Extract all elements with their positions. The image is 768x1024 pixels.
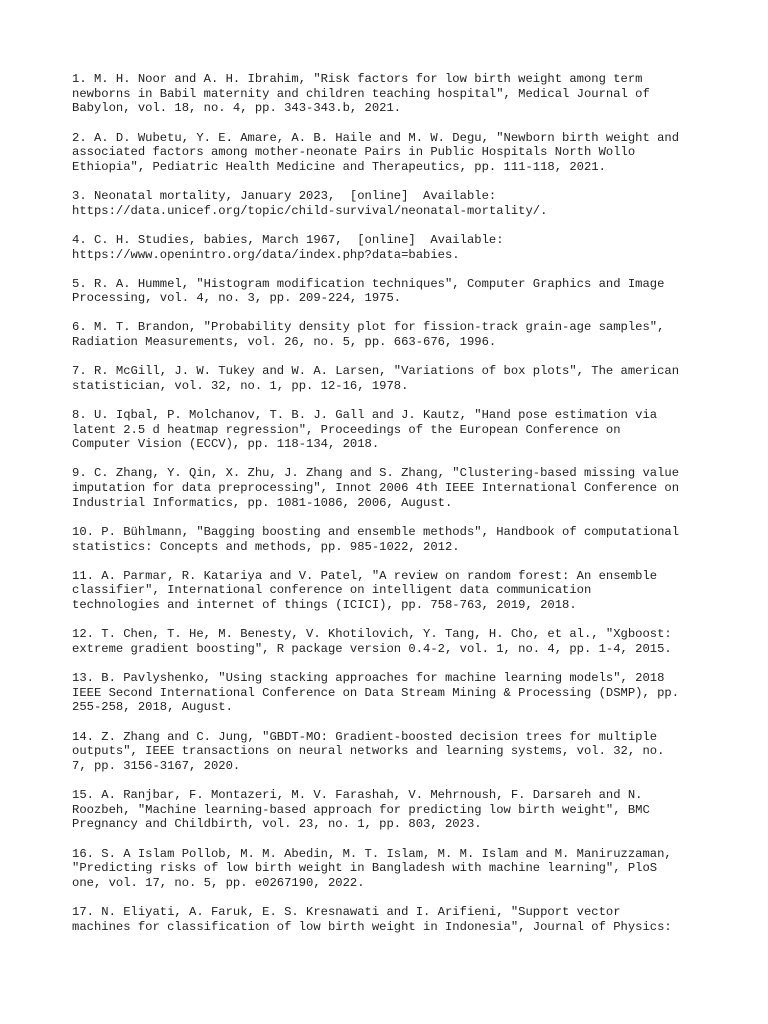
reference-4: 4. C. H. Studies, babies, March 1967, [online] Available: https://www.openintro.org/data/index.php?data=babies. [72, 232, 504, 262]
reference-list [72, 72, 712, 949]
reference-6: 6. M. T. Brandon, "Probability density plot for fission-track grain-age samples", Radiation Measurements, vol. 26, no. 5, pp. 663-676, 1996. [72, 320, 665, 350]
reference-2: 2. A. D. Wubetu, Y. E. Amare, A. B. Haile and M. W. Degu, "Newborn birth weight and associated factors among mother-neonate Pairs in Public Hospitals North Wollo Ethiopia", Pediatric Health Medicine and Therapeutics, pp. 111-118, 2021. [72, 130, 680, 174]
reference-11: 11. A. Parmar, R. Katariya and V. Patel, "A review on random forest: An ensemble classifier", International conference on intelligent data communication technologies and internet of things (ICICI), pp. 758-763, 2019, 2018. [72, 568, 658, 613]
reference-17: 17. N. Eliyati, A. Faruk, E. S. Kresnawati and I. Arifieni, "Support vector machines for classification of low birth weight in Indonesia", Journal of Physics: [72, 905, 672, 934]
reference-16: 16. S. A Islam Pollob, M. M. Abedin, M. T. Islam, M. M. Islam and M. Maniruzzaman, "Predicting risks of low birth weight in Bangladesh with machine learning", PloS one, vol. 17, no. 5, pp. e0267190, 2022. [72, 846, 672, 890]
reference-1: 1. M. H. Noor and A. H. Ibrahim, "Risk factors for low birth weight among term newborns in Babil maternity and children teaching hospital", Medical Journal of Babylon, vol. 18, no. 4, pp. 343-343.b, 2021. [72, 72, 650, 116]
reference-15: 15. A. Ranjbar, F. Montazeri, M. V. Farashah, V. Mehrnoush, F. Darsareh and N. Roozbeh, "Machine learning-based approach for predicting low birth weight", BMC Pregnancy and Childbirth, vol. 23, no. 1, pp. 803, 2023. [72, 788, 650, 832]
reference-9: 9. C. Zhang, Y. Qin, X. Zhu, J. Zhang and S. Zhang, "Clustering-based missing value imputation for data preprocessing", Innot 2006 4th IEEE International Conference on Industrial Informatics, pp. 1081-1086, 2006, August. [72, 466, 680, 510]
reference-13: 13. B. Pavlyshenko, "Using stacking approaches for machine learning models", 2018 IEEE Second International Conference on Data Stream Mining & Processing (DSMP), pp. 255-258, 2018, August. [72, 671, 680, 715]
reference-5: 5. R. A. Hummel, "Histogram modification techniques", Computer Graphics and Image Processing, vol. 4, no. 3, pp. 209-224, 1975. [72, 276, 665, 306]
reference-3: 3. Neonatal mortality, January 2023, [online] Available: https://data.unicef.org/topic/child-survival/neonatal-mortality/. [72, 189, 548, 218]
reference-10: 10. P. Bühlmann, "Bagging boosting and ensemble methods", Handbook of computational statistics: Concepts and methods, pp. 985-1022, 2012. [72, 524, 680, 554]
reference-7: 7. R. McGill, J. W. Tukey and W. A. Larsen, "Variations of box plots", The american statistician, vol. 32, no. 1, pp. 12-16, 1978. [72, 364, 680, 393]
reference-8: 8. U. Iqbal, P. Molchanov, T. B. J. Gall and J. Kautz, "Hand pose estimation via latent 2.5 d heatmap regression", Proceedings of the European Conference on Computer Vision (ECCV), pp. 118-134, 2018. [72, 407, 658, 452]
reference-12: 12. T. Chen, T. He, M. Benesty, V. Khotilovich, Y. Tang, H. Cho, et al., "Xgboost: extreme gradient boosting", R package version 0.4-2, vol. 1, no. 4, pp. 1-4, 2015. [72, 627, 672, 656]
reference-14: 14. Z. Zhang and C. Jung, "GBDT-MO: Gradient-boosted decision trees for multiple outputs", IEEE transactions on neural networks and learning systems, vol. 32, no. 7, pp. 3156-3167, 2020. [72, 729, 665, 773]
